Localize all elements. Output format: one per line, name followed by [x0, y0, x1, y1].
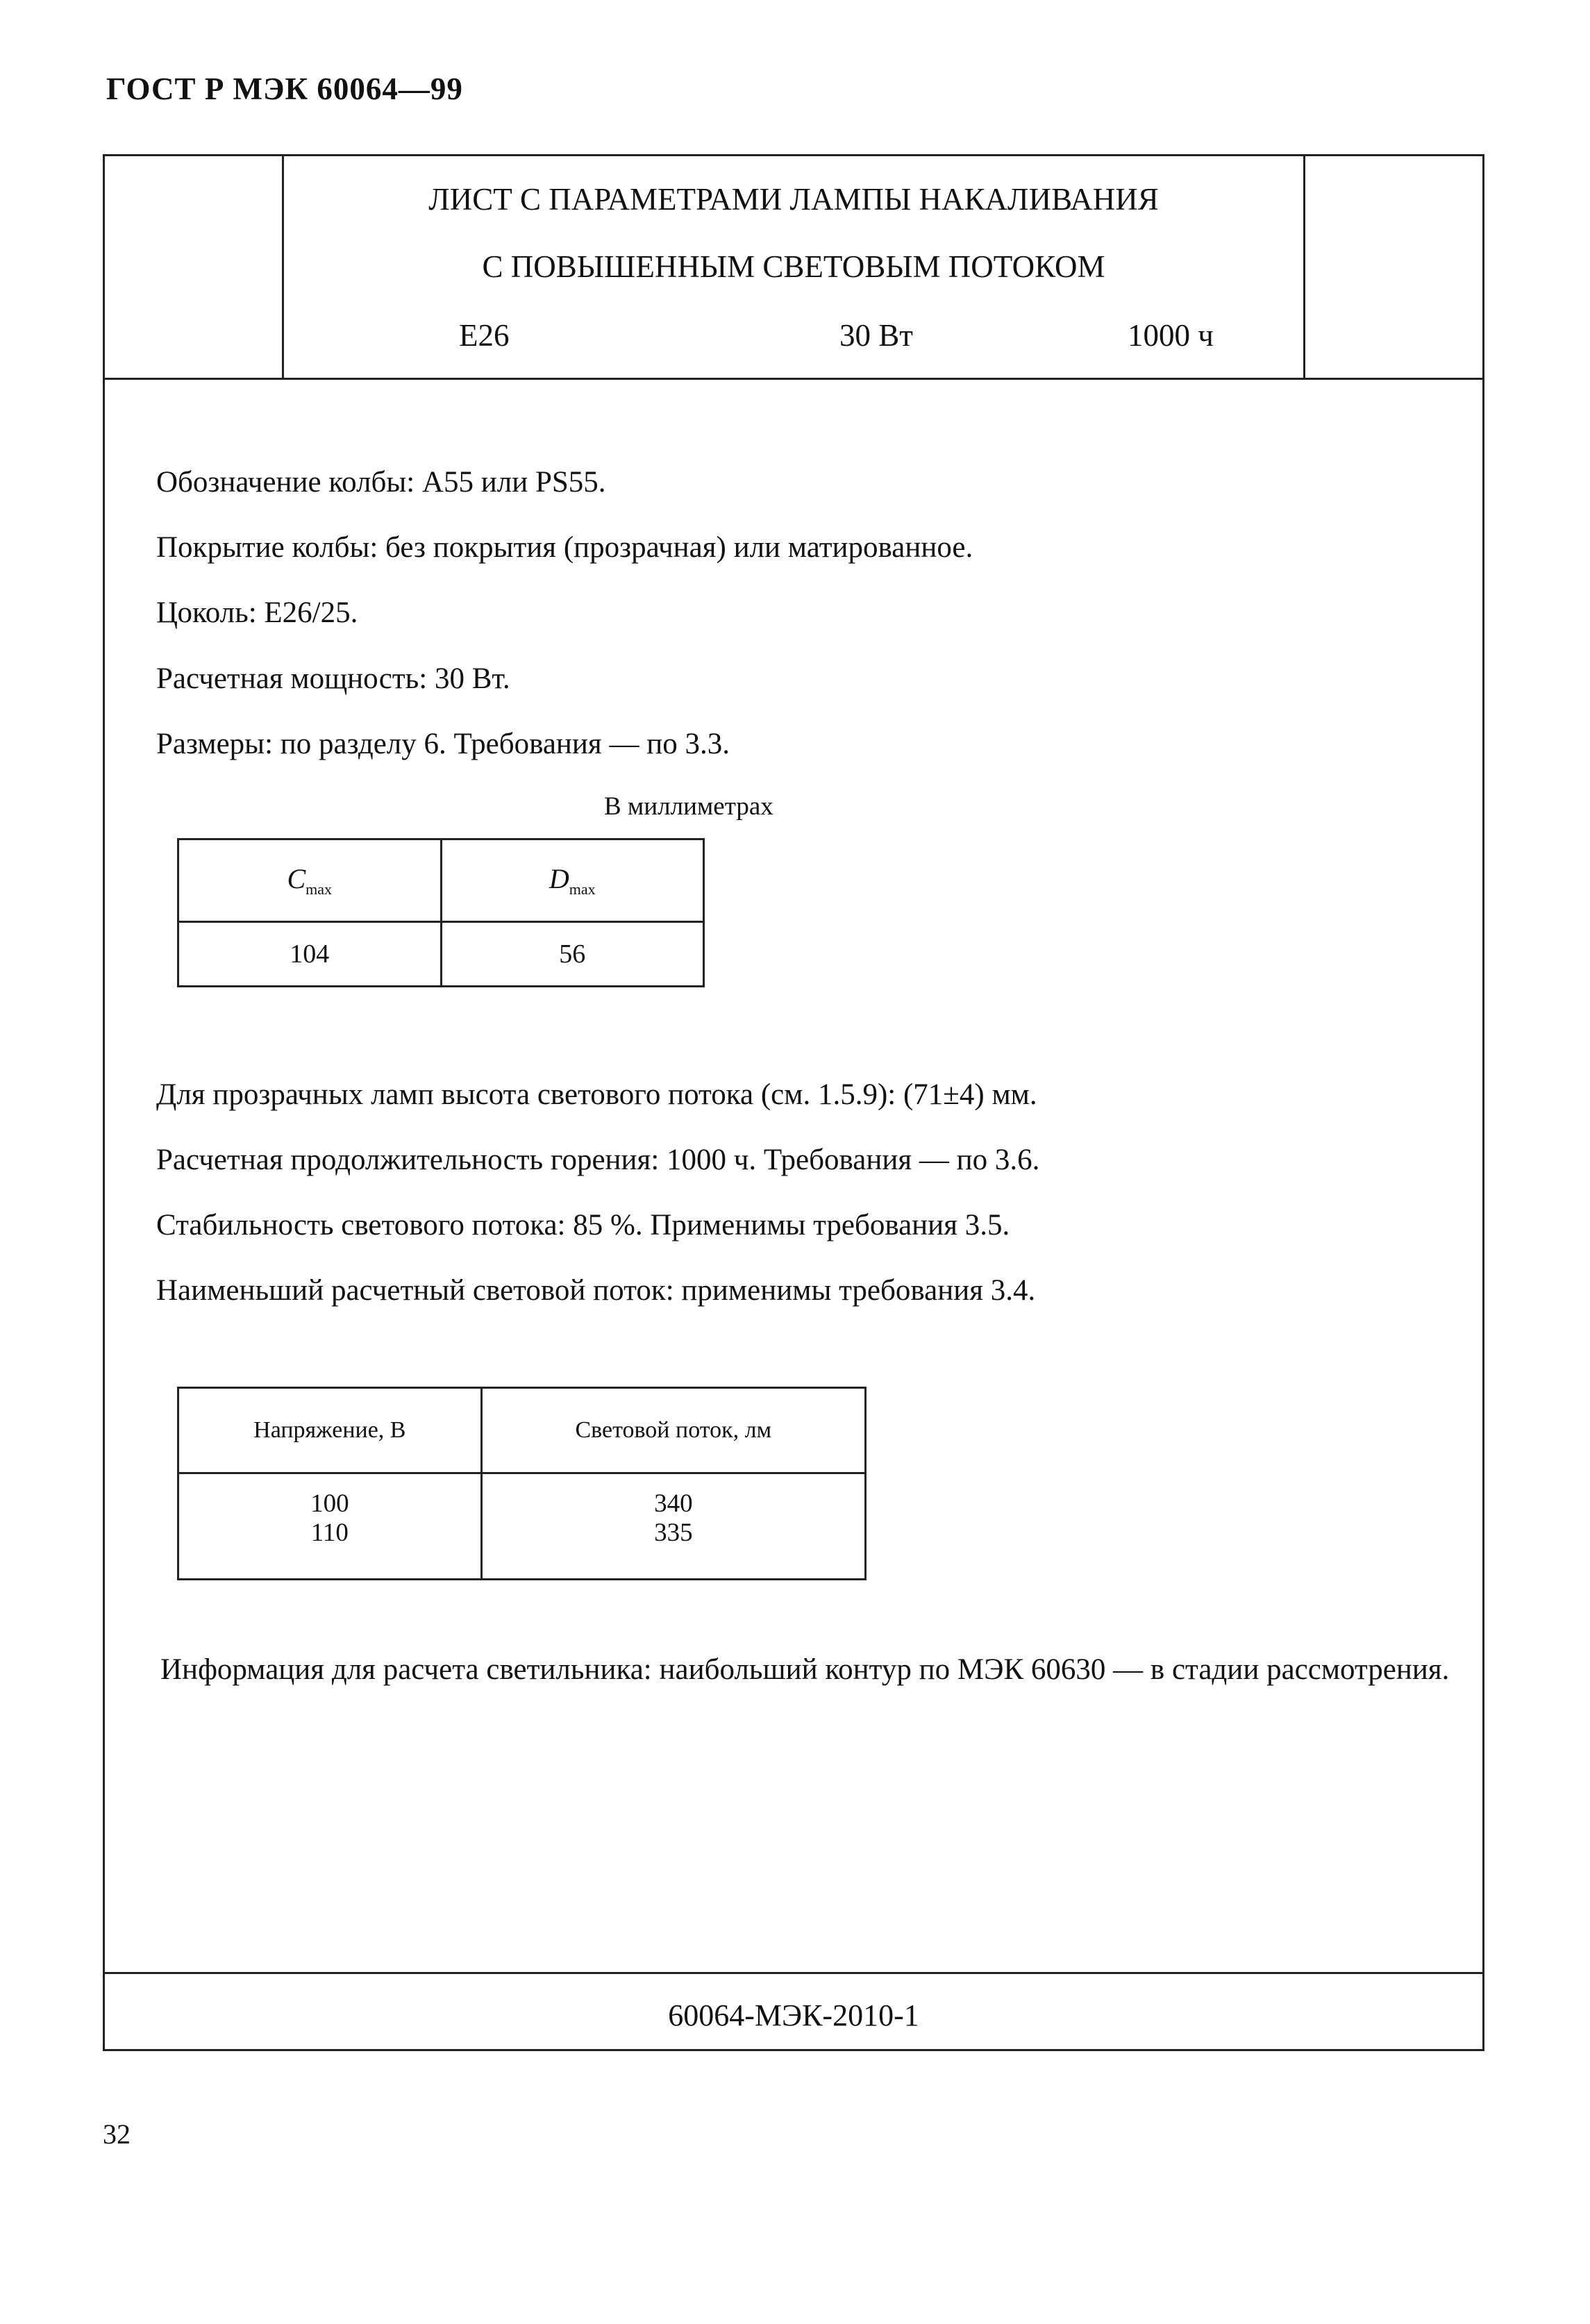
sheet-code: 60064-МЭК-2010-1: [668, 1998, 919, 2032]
spec-power: 30 Вт: [839, 318, 913, 353]
flux-values: [481, 1473, 865, 1580]
sheet-title-line1: ЛИСТ С ПАРАМЕТРАМИ ЛАМПЫ НАКАЛИВАНИЯ: [428, 182, 1159, 217]
document-header: ГОСТ Р МЭК 60064—99: [106, 72, 463, 106]
voltage-header: Напряжение, В: [178, 1388, 482, 1473]
spec-base: Е26: [459, 318, 510, 353]
title-center-cell: [284, 156, 1303, 378]
units-note: В миллиметрах: [604, 792, 773, 821]
flux-row-2: 335: [654, 1519, 693, 1547]
footer-divider: [105, 1972, 1482, 1974]
voltage-row-1: 100: [310, 1489, 349, 1518]
dimensions-ref: Размеры: по разделу 6. Требования — по 3.3.: [156, 728, 730, 760]
bulb-designation: Обозначение колбы: А55 или PS55.: [156, 466, 606, 499]
rated-power: Расчетная мощность: 30 Вт.: [156, 662, 510, 695]
flux-header: Световой поток, лм: [481, 1388, 865, 1473]
c-max-value: 104: [178, 922, 442, 987]
title-right-cell: [1303, 156, 1482, 378]
flux-table: [177, 1387, 867, 1580]
cap-type: Цоколь: Е26/25.: [156, 596, 358, 629]
luminaire-info-paragraph: Информация для расчета светильника: наибольший контур по МЭК 60630 — в стадии рассмотрения.: [160, 1653, 1450, 1686]
flux-row-1: 340: [654, 1489, 693, 1518]
light-center-height: Для прозрачных ламп высота светового потока (см. 1.5.9): (71±4) мм.: [156, 1078, 1037, 1111]
d-max-header: $D_{max}$: [441, 839, 704, 922]
sheet-title-line2: С ПОВЫШЕННЫМ СВЕТОВЫМ ПОТОКОМ: [482, 249, 1105, 284]
page-number: 32: [103, 2118, 131, 2150]
dimensions-table: [177, 838, 705, 987]
c-max-header: $C_{max}$: [178, 839, 442, 922]
bulb-finish: Покрытие колбы: без покрытия (прозрачная) или матированное.: [156, 531, 973, 564]
minimum-flux: Наименьший расчетный световой поток: применимы требования 3.4.: [156, 1274, 1036, 1307]
voltage-values: [178, 1473, 482, 1580]
rated-life: Расчетная продолжительность горения: 1000 ч. Требования — по 3.6.: [156, 1144, 1040, 1176]
d-max-value: 56: [441, 922, 704, 987]
lumen-maintenance: Стабильность светового потока: 85 %. Применимы требования 3.5.: [156, 1209, 1010, 1242]
spec-life: 1000 ч: [1128, 318, 1214, 353]
voltage-row-2: 110: [310, 1519, 349, 1547]
title-block: [105, 156, 1482, 380]
title-left-cell: [105, 156, 284, 378]
